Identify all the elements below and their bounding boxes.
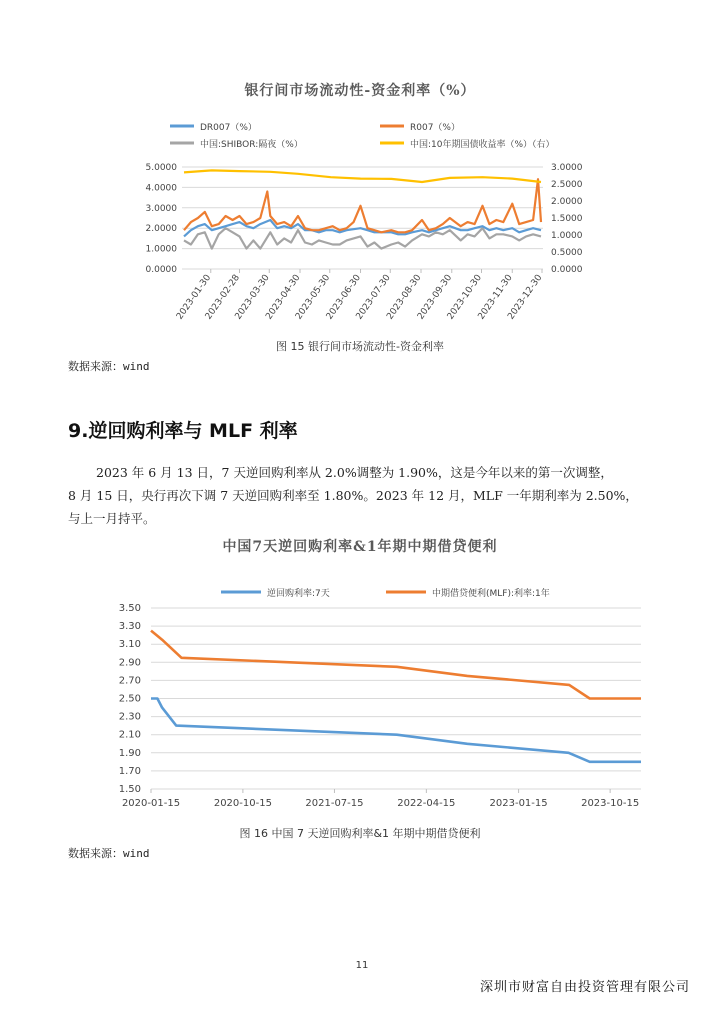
section-paragraph-line1: 2023 年 6 月 13 日，7 天逆回购利率从 2.0%调整为 1.90%，这是今年以来的第一次调整， [96, 465, 613, 480]
chart1-title: 银行间市场流动性-资金利率（%） [244, 83, 476, 99]
y-tick-label: 1.0000 [145, 244, 177, 255]
x-tick-label: 2023-07-30 [354, 272, 393, 322]
legend-label-0: DR007（%） [200, 123, 257, 133]
chart2-title: 中国7天逆回购利率&1年期中期借贷便利 [222, 539, 498, 555]
x-tick-label: 2023-05-30 [294, 272, 333, 322]
x-tick-label: 2023-02-28 [203, 272, 242, 322]
x-tick-label: 2020-01-15 [121, 798, 181, 809]
chart1-source: 数据来源：wind [68, 360, 150, 373]
y2-tick-label: 1.0000 [551, 231, 583, 241]
x-tick-label: 2023-03-30 [233, 272, 272, 322]
page-number: 11 [355, 960, 369, 971]
x-tick-label: 2023-04-30 [264, 272, 303, 322]
section-heading: 9.逆回购利率与 MLF 利率 [68, 420, 298, 442]
chart2-plot [96, 575, 656, 820]
y-tick-label: 1.50 [118, 784, 141, 795]
x-tick-label: 2023-10-15 [581, 798, 640, 809]
section-paragraph-line3: 与上一月持平。 [68, 511, 156, 526]
series-line-1 [151, 631, 641, 699]
x-tick-label: 2023-08-30 [385, 272, 424, 322]
chart2-source: 数据来源：wind [68, 847, 150, 860]
y-tick-label: 4.0000 [145, 183, 177, 194]
x-tick-label: 2023-06-30 [324, 272, 363, 322]
y2-tick-label: 2.0000 [551, 197, 583, 207]
y-tick-label: 2.70 [118, 675, 141, 687]
legend-label-0: 逆回购利率:7天 [267, 589, 330, 599]
y-tick-label: 3.0000 [145, 203, 177, 214]
x-tick-label: 2023-11-30 [476, 272, 515, 322]
chart1-plot [100, 112, 620, 342]
x-tick-label: 2023-01-30 [175, 272, 214, 322]
chart2-caption: 图 16 中国 7 天逆回购利率&1 年期中期借贷便利 [239, 827, 481, 840]
legend-label-1: 中期借贷便利(MLF):利率:1年 [432, 589, 550, 599]
y-tick-label: 1.90 [118, 747, 141, 759]
y-tick-label: 3.30 [118, 621, 141, 633]
y2-tick-label: 3.0000 [551, 163, 583, 173]
y-tick-label: 2.30 [118, 711, 141, 723]
y-tick-label: 2.10 [118, 729, 141, 741]
y2-tick-label: 2.5000 [551, 180, 583, 190]
series-line-3 [184, 170, 541, 182]
x-tick-label: 2022-04-15 [397, 798, 456, 809]
x-tick-label: 2021-07-15 [305, 798, 364, 809]
legend-label-2: 中国:SHIBOR:隔夜（%） [200, 140, 303, 150]
section-paragraph-line2: 8 月 15 日，央行再次下调 7 天逆回购利率至 1.80%。2023 年 12 月，MLF 一年期利率为 2.50%， [68, 488, 638, 503]
y-tick-label: 2.90 [118, 657, 141, 669]
y2-tick-label: 1.5000 [551, 214, 583, 224]
series-line-2 [184, 228, 541, 248]
x-tick-label: 2023-09-30 [416, 272, 455, 322]
y-tick-label: 1.70 [118, 765, 141, 777]
legend-label-3: 中国:10年期国债收益率（%）（右） [410, 140, 555, 150]
y-tick-label: 5.0000 [145, 163, 177, 173]
x-tick-label: 2023-10-30 [445, 272, 484, 322]
y-tick-label: 0.0000 [145, 265, 177, 275]
y-tick-label: 2.0000 [145, 224, 177, 235]
x-tick-label: 2023-12-30 [506, 272, 545, 322]
chart1-caption: 图 15 银行间市场流动性-资金利率 [276, 340, 444, 353]
legend-label-1: R007（%） [410, 123, 460, 133]
y-tick-label: 2.50 [118, 693, 141, 705]
company-name: 深圳市财富自由投资管理有限公司 [479, 980, 690, 995]
y2-tick-label: 0.5000 [551, 248, 583, 258]
y-tick-label: 3.10 [118, 639, 141, 651]
y-tick-label: 3.50 [118, 603, 141, 614]
x-tick-label: 2023-01-15 [489, 798, 548, 809]
x-tick-label: 2020-10-15 [213, 798, 272, 809]
y2-tick-label: 0.0000 [551, 265, 583, 275]
